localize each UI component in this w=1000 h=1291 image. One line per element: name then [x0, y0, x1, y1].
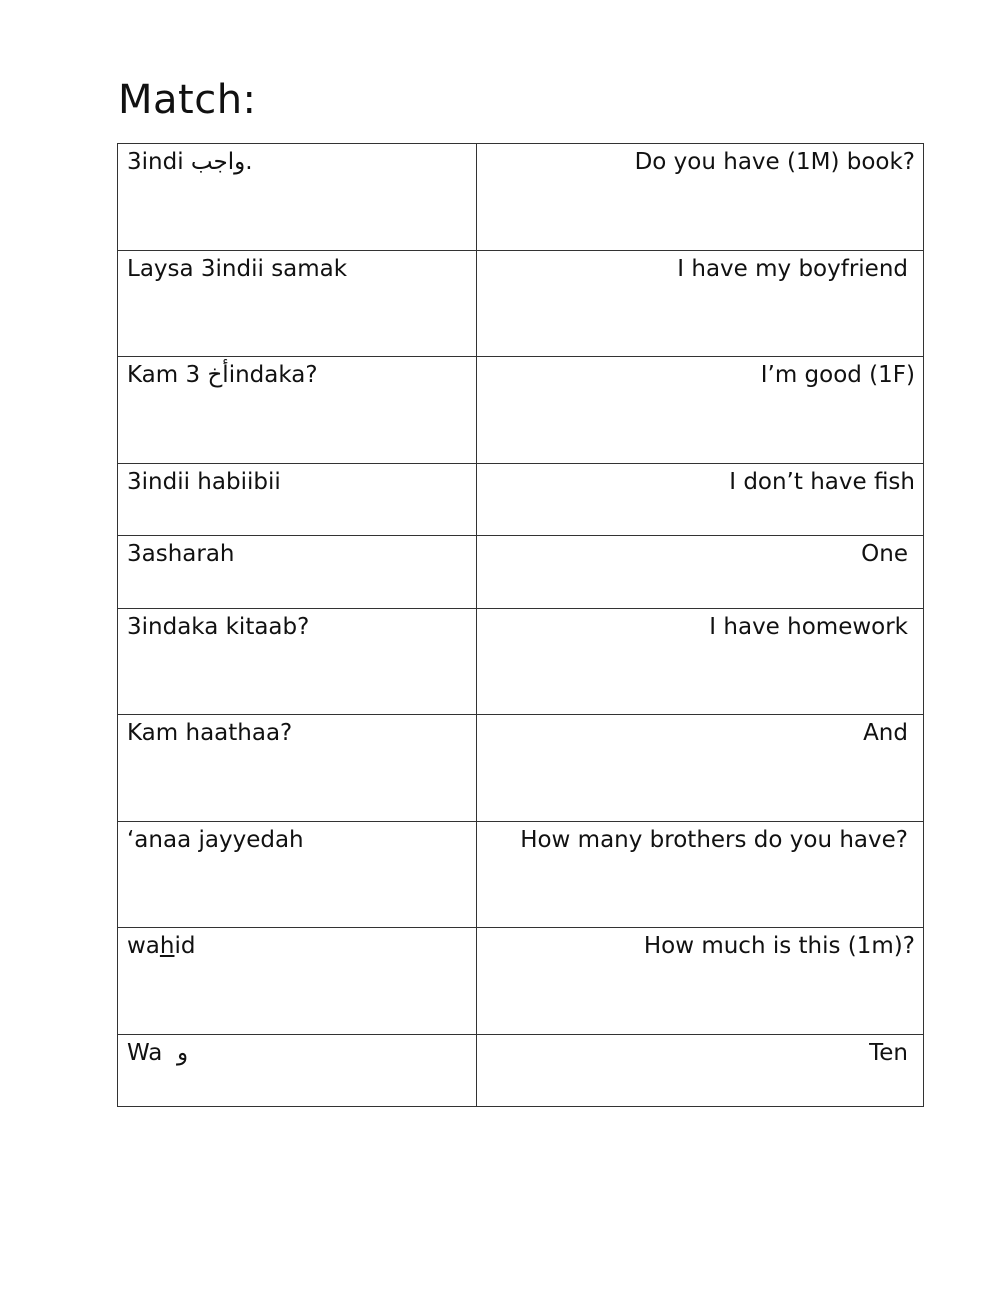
- table-row: [118, 464, 924, 536]
- right-cell: Do you have (1M) book?: [477, 144, 924, 251]
- table-row: [118, 928, 924, 1035]
- matching-table: [117, 143, 924, 1107]
- left-cell: 3indaka kitaab?: [118, 609, 477, 715]
- table-row: [118, 715, 924, 822]
- left-cell: Kam haathaa?: [118, 715, 477, 822]
- left-cell: Laysa 3indii samak: [118, 251, 477, 357]
- left-cell: 3indi واجب.: [118, 144, 477, 251]
- table-row: [118, 609, 924, 715]
- table-row: [118, 822, 924, 928]
- right-cell: I’m good (1F): [477, 357, 924, 464]
- left-cell: Wa و: [118, 1035, 477, 1107]
- right-cell: I have homework: [477, 609, 924, 715]
- right-cell: And: [477, 715, 924, 822]
- page-title: Match:: [118, 77, 257, 123]
- table-row: [118, 1035, 924, 1107]
- text-part: wa: [127, 933, 160, 959]
- table-row: [118, 536, 924, 609]
- right-cell: Ten: [477, 1035, 924, 1107]
- right-cell: How much is this (1m)?: [477, 928, 924, 1035]
- left-cell: ‘anaa jayyedah: [118, 822, 477, 928]
- right-cell: I don’t have fish: [477, 464, 924, 536]
- left-cell: 3indii habiibii: [118, 464, 477, 536]
- underlined-letter: h: [159, 933, 175, 959]
- right-cell: One: [477, 536, 924, 609]
- right-cell: I have my boyfriend: [477, 251, 924, 357]
- table-row: [118, 144, 924, 251]
- text-part: id: [174, 933, 196, 959]
- left-cell: Kam أخ 3indaka?: [118, 357, 477, 464]
- table-row: [118, 251, 924, 357]
- table-row: [118, 357, 924, 464]
- right-cell: How many brothers do you have?: [477, 822, 924, 928]
- left-cell: 3asharah: [118, 536, 477, 609]
- left-cell: [118, 928, 477, 1035]
